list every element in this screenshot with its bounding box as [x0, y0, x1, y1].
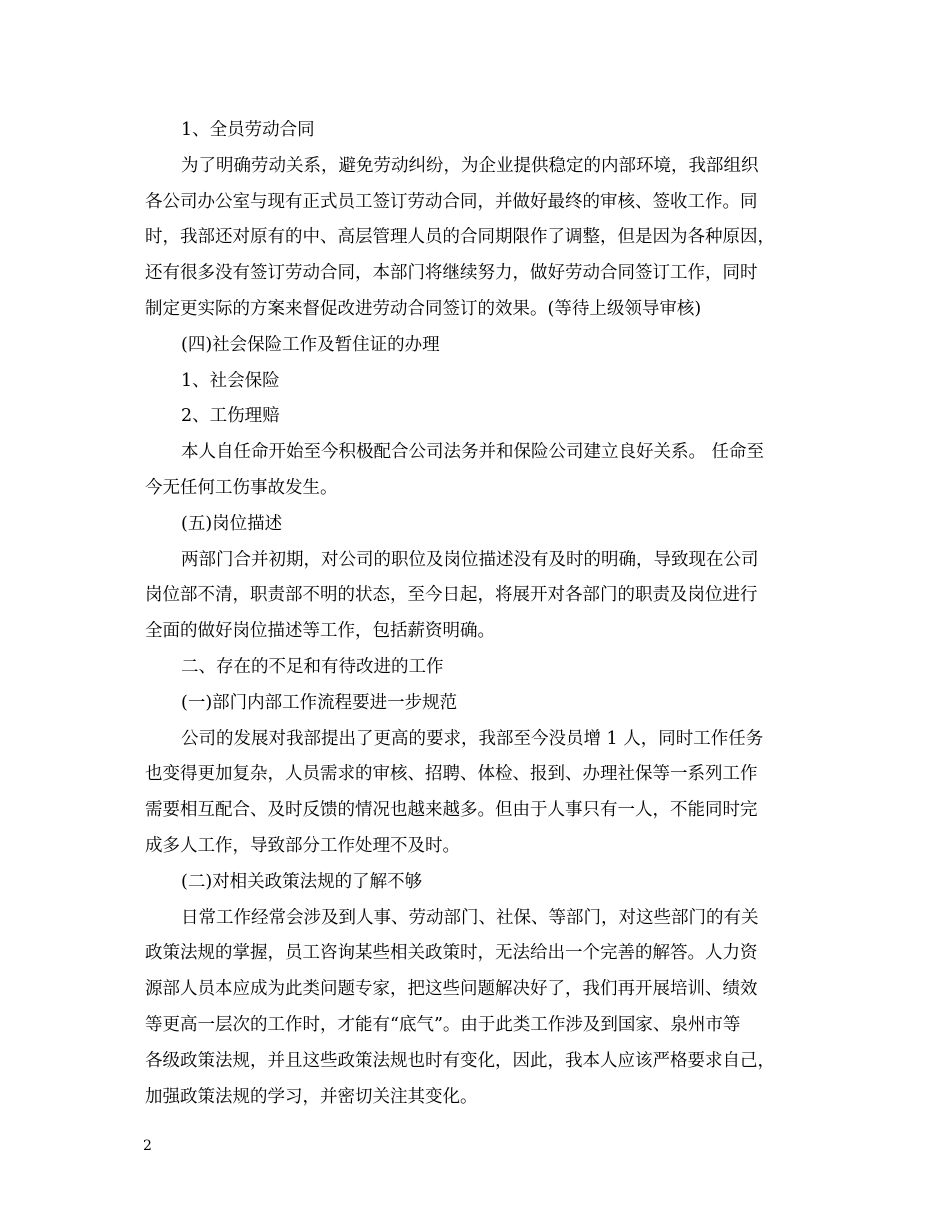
text-line: 二、存在的不足和有待改进的工作	[181, 656, 444, 677]
text-line: (一)部门内部工作流程要进一步规范	[181, 692, 458, 713]
text-line: 为了明确劳动关系，避免劳动纠纷，为企业提供稳定的内部环境，我部组织	[181, 155, 759, 176]
text-line: (五)岗位描述	[181, 513, 283, 534]
text-line: 还有很多没有签订劳动合同，本部门将继续努力，做好劳动合同签订工作，同时	[145, 263, 758, 284]
page-number: 2	[143, 1138, 152, 1154]
text-line: 也变得更加复杂，人员需求的审核、招聘、体检、报到、办理社保等一系列工作	[145, 764, 758, 785]
text-line: 2、工伤理赔	[181, 406, 280, 427]
text-line: 公司的发展对我部提出了更高的要求，我部至今没员增 1 人，同时工作任务	[181, 728, 764, 749]
text-line: 加强政策法规的学习，并密切关注其变化。	[145, 1086, 478, 1107]
text-line: 两部门合并初期，对公司的职位及岗位描述没有及时的明确，导致现在公司	[181, 549, 759, 570]
text-line: 成多人工作，导致部分工作处理不及时。	[145, 835, 460, 856]
text-line: 本人自任命开始至今积极配合公司法务并和保险公司建立良好关系。 任命至	[181, 442, 765, 463]
text-line: 岗位部不清，职责部不明的状态，至今日起，将展开对各部门的职责及岗位进行	[145, 585, 758, 606]
text-line: 1、全员劳动合同	[181, 120, 315, 140]
document-body	[145, 113, 815, 1115]
text-line: 今无任何工伤事故发生。	[145, 477, 338, 498]
text-line: 各级政策法规，并且这些政策法规也时有变化，因此，我本人应该严格要求自己，	[145, 1050, 775, 1071]
text-line: 制定更实际的方案来督促改进劳动合同签订的效果。(等待上级领导审核)	[145, 298, 702, 319]
text-line: (二)对相关政策法规的了解不够	[181, 871, 423, 892]
text-line: 日常工作经常会涉及到人事、劳动部门、社保、等部门，对这些部门的有关	[181, 907, 759, 928]
text-line: 各公司办公室与现有正式员工签订劳动合同，并做好最终的审核、签收工作。同	[145, 191, 758, 212]
text-line: 时，我部还对原有的中、高层管理人员的合同期限作了调整，但是因为各种原因，	[145, 227, 775, 248]
text-line: 源部人员本应成为此类问题专家，把这些问题解决好了，我们再开展培训、绩效	[145, 979, 758, 1000]
text-line: 等更高一层次的工作时，才能有“底气”。由于此类工作涉及到国家、泉州市等	[145, 1014, 741, 1035]
text-line: 需要相互配合、及时反馈的情况也越来越多。但由于人事只有一人，不能同时完	[145, 800, 758, 821]
text-line: 政策法规的掌握，员工咨询某些相关政策时，无法给出一个完善的解答。人力资	[145, 943, 758, 964]
text-line: 全面的做好岗位描述等工作，包括薪资明确。	[145, 621, 495, 642]
text-line: (四)社会保险工作及暂住证的办理	[181, 334, 440, 355]
text-line: 1、社会保险	[181, 370, 280, 391]
